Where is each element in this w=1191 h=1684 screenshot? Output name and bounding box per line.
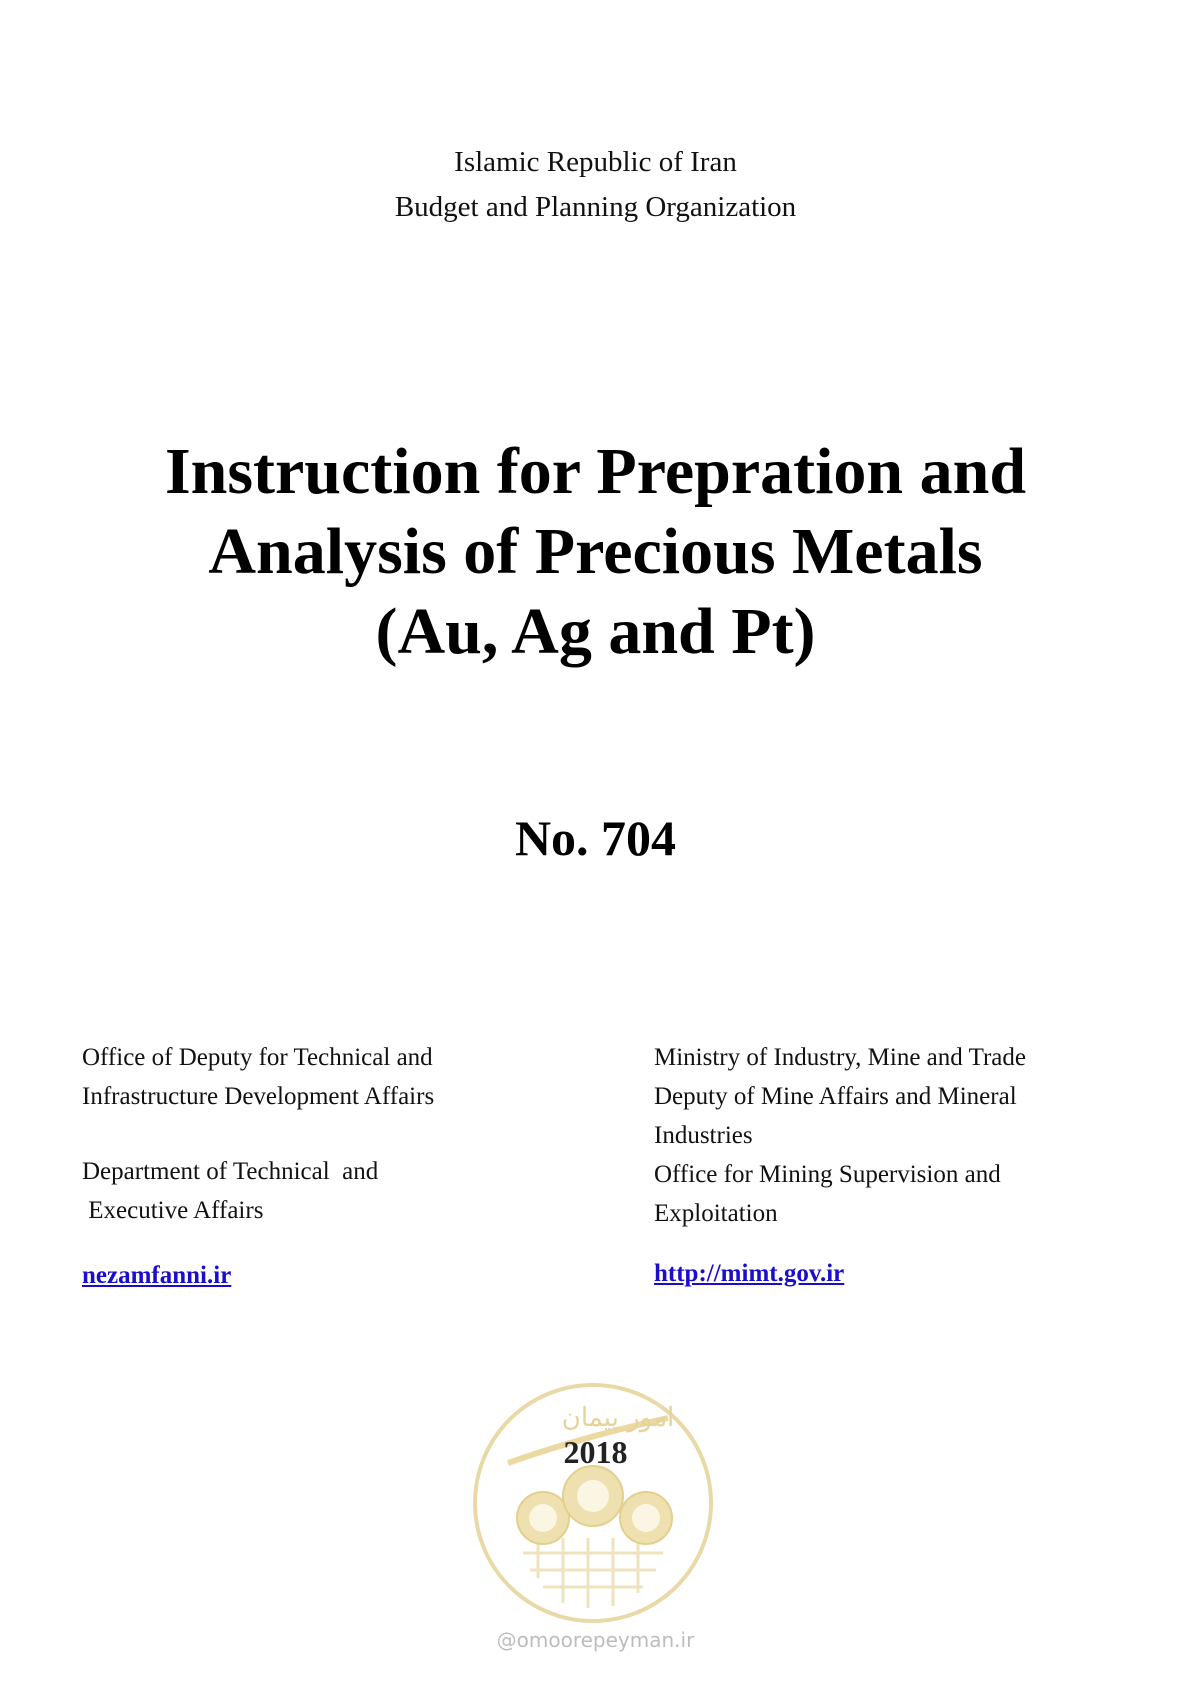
organization-seal-logo	[468, 1378, 718, 1628]
office-line-1: Office of Deputy for Technical and	[82, 1044, 433, 1071]
deputy-line-1: Deputy of Mine Affairs and Mineral	[654, 1083, 1017, 1110]
ministry-line: Ministry of Industry, Mine and Trade	[654, 1044, 1026, 1071]
mimt-link[interactable]: http://mimt.gov.ir	[654, 1260, 845, 1287]
organization-name: Budget and Planning Organization	[394, 191, 797, 223]
title-line-1: Instruction for Prepration and	[164, 435, 1027, 508]
issuer-header	[0, 140, 1191, 230]
nezamfanni-link[interactable]: nezamfanni.ir	[82, 1262, 232, 1289]
document-title	[0, 432, 1191, 672]
left-column	[82, 1038, 602, 1230]
title-line-2: Analysis of Precious Metals	[208, 515, 983, 588]
publication-year: 2018	[563, 1434, 628, 1470]
document-number: No. 704	[514, 810, 677, 866]
title-line-3: (Au, Ag and Pt)	[375, 595, 816, 668]
country-name: Islamic Republic of Iran	[454, 146, 737, 178]
deputy-line-2: Industries	[654, 1122, 753, 1149]
seal-text: امور پیمان	[561, 1403, 675, 1433]
office-line-2: Infrastructure Development Affairs	[82, 1083, 435, 1110]
watermark-handle: @omoorepeyman.ir	[496, 1628, 695, 1652]
office-mining-line-1: Office for Mining Supervision and	[654, 1161, 1001, 1188]
department-line-2: Executive Affairs	[82, 1197, 264, 1224]
right-column	[654, 1038, 1154, 1233]
department-line-1: Department of Technical and	[82, 1158, 379, 1185]
office-mining-line-2: Exploitation	[654, 1200, 778, 1227]
